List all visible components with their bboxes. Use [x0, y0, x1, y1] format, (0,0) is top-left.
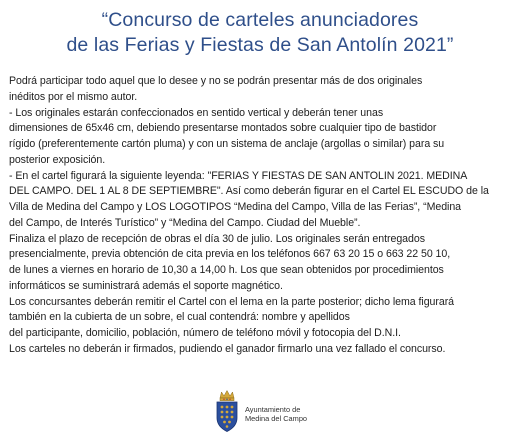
body-line: Podrá participar todo aquel que lo desee y no se podrán presentar más de dos originales [9, 75, 423, 87]
body-line: - En el cartel figurará la siguiente leyenda: "FERIAS Y FIESTAS DE SAN ANTOLIN 2021. MEDINA [9, 169, 468, 182]
body-line: dimensiones de 65x46 cm, debiendo presentarse montados sobre cualquier tipo de bastidor [9, 122, 437, 135]
body-line: de lunes a viernes en horario de 10,30 a 14,00 h. Los que sean obtenidos por procedimientos [9, 264, 444, 276]
body-line: presencialmente, previa obtención de cita previa en los teléfonos 667 63 20 15 o 663 22 50 10, [9, 248, 451, 261]
body-line: inéditos por el mismo autor. [9, 90, 138, 103]
coat-of-arms-icon [214, 389, 240, 433]
body-line: Finaliza el plazo de recepción de obras el día 30 de julio. Los originales serán entregados [9, 232, 425, 245]
body-line: del participante, domicilio, población, número de teléfono móvil y fotocopia del D.N.I. [9, 327, 401, 339]
body-line: - Los originales estarán confeccionados en sentido vertical y deberán tener unas [9, 106, 384, 119]
body-line: posterior exposición. [9, 153, 106, 166]
body-line: Los carteles no deberán ir firmados, pudiendo el ganador firmarlo una vez fallado el concurso. [9, 342, 446, 355]
body-line: también en la cubierta de un sobre, el cual contendrá: nombre y apellidos [9, 311, 350, 324]
title-line-1: “Concurso de carteles anunciadores [101, 9, 419, 31]
body-line: Los concursantes deberán remitir el Cartel con el lema en la parte posterior; dicho lema figurará [9, 295, 455, 308]
body-line: DEL CAMPO. DEL 1 AL 8 DE SEPTIEMBRE". Así como deberán figurar en el Cartel EL ESCUDO de la [9, 185, 489, 198]
body-text [9, 74, 515, 358]
page-title [0, 8, 520, 58]
body-line: informáticos se suministrará además el soporte magnético. [9, 279, 283, 292]
logo-text [245, 406, 307, 423]
ayuntamiento-logo [214, 389, 324, 433]
title-line-2: de las Ferias y Fiestas de San Antolín 2021” [66, 34, 454, 56]
body-line: Villa de Medina del Campo y LOS LOGOTIPOS “Medina del Campo, Villa de las Ferias”, “Medina [9, 201, 462, 213]
body-line: del Campo, de Interés Turístico” y “Medina del Campo. Ciudad del Mueble”. [9, 216, 361, 229]
logo-line-1: Ayuntamiento de [245, 405, 301, 414]
logo-line-2: Medina del Campo [245, 413, 308, 423]
body-line: rígido (preferentemente cartón pluma) y con un sistema de anclaje (argollas o similar) para su [9, 138, 445, 150]
